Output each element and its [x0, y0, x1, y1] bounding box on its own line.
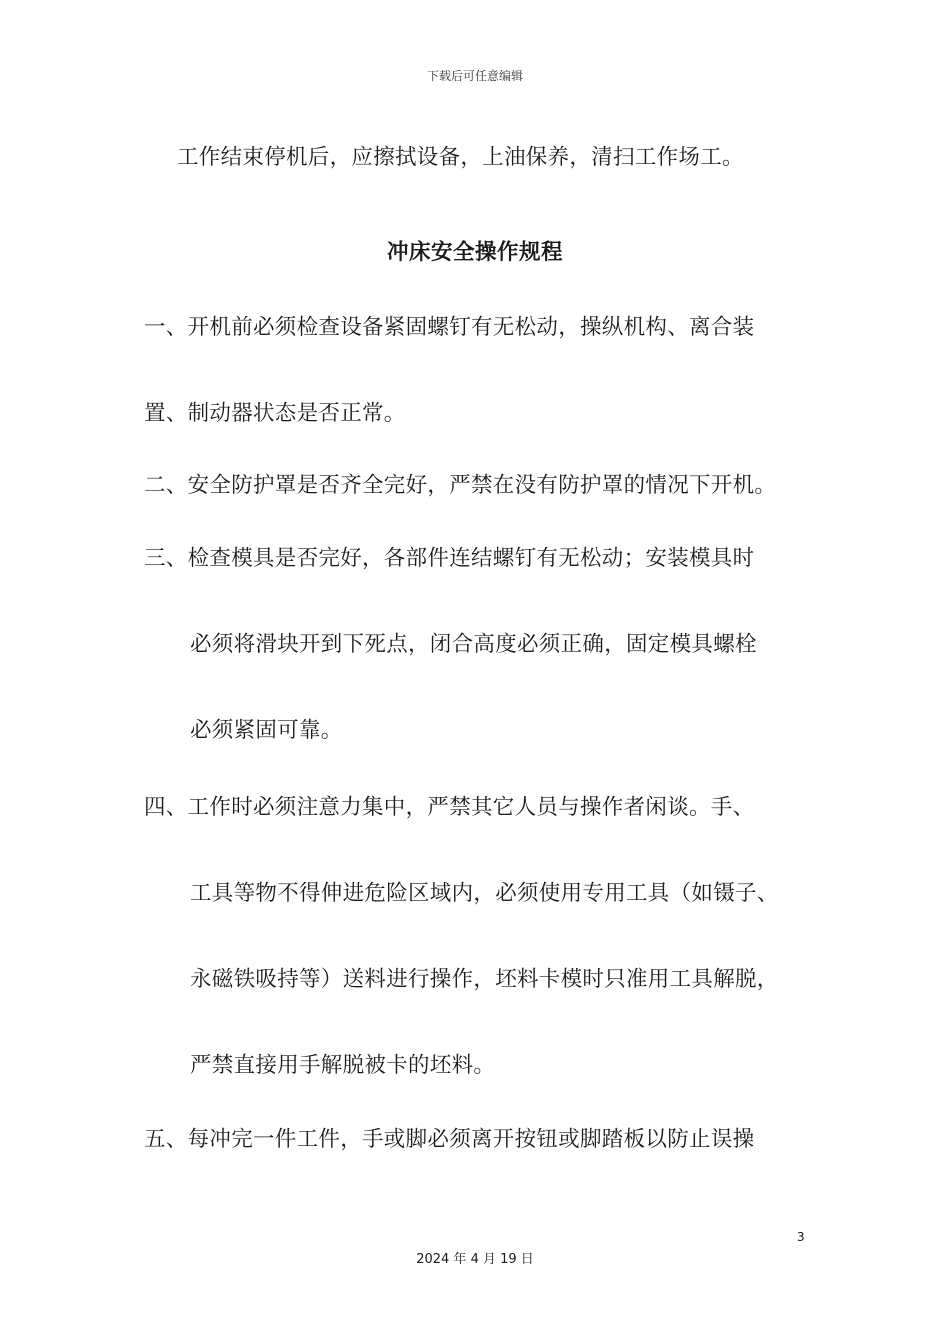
item-1-line-2: 置、制动器状态是否正常。	[144, 401, 406, 426]
item-3-line-2: 必须将滑块开到下死点，闭合高度必须正确，固定模具螺栓	[190, 632, 757, 657]
item-2-line-1: 二、安全防护罩是否齐全完好，严禁在没有防护罩的情况下开机。	[144, 473, 777, 498]
item-4-line-3: 永磁铁吸持等）送料进行操作，坯料卡模时只准用工具解脱，	[190, 967, 779, 992]
page-header: 下载后可任意编辑	[426, 69, 523, 83]
intro-line: 工作结束停机后，应擦拭设备，上油保养，清扫工作场工。	[177, 145, 744, 170]
item-1-line-1: 一、开机前必须检查设备紧固螺钉有无松动，操纵机构、离合装	[144, 315, 755, 340]
item-3-line-1: 三、检查模具是否完好，各部件连结螺钉有无松动；安装模具时	[144, 546, 755, 571]
item-4-line-4: 严禁直接用手解脱被卡的坯料。	[190, 1053, 496, 1078]
item-4-line-1: 四、工作时必须注意力集中，严禁其它人员与操作者闲谈。手、	[144, 795, 755, 820]
item-3-line-3: 必须紧固可靠。	[190, 718, 343, 743]
page-number: 3	[797, 1230, 805, 1244]
footer-date: 2024 年 4 月 19 日	[416, 1252, 534, 1267]
item-5-line-1: 五、每冲完一件工件，手或脚必须离开按钮或脚踏板以防止误操	[144, 1127, 755, 1152]
document-title: 冲床安全操作规程	[386, 240, 563, 265]
item-4-line-2: 工具等物不得伸进危险区域内，必须使用专用工具（如镊子、	[190, 881, 779, 906]
